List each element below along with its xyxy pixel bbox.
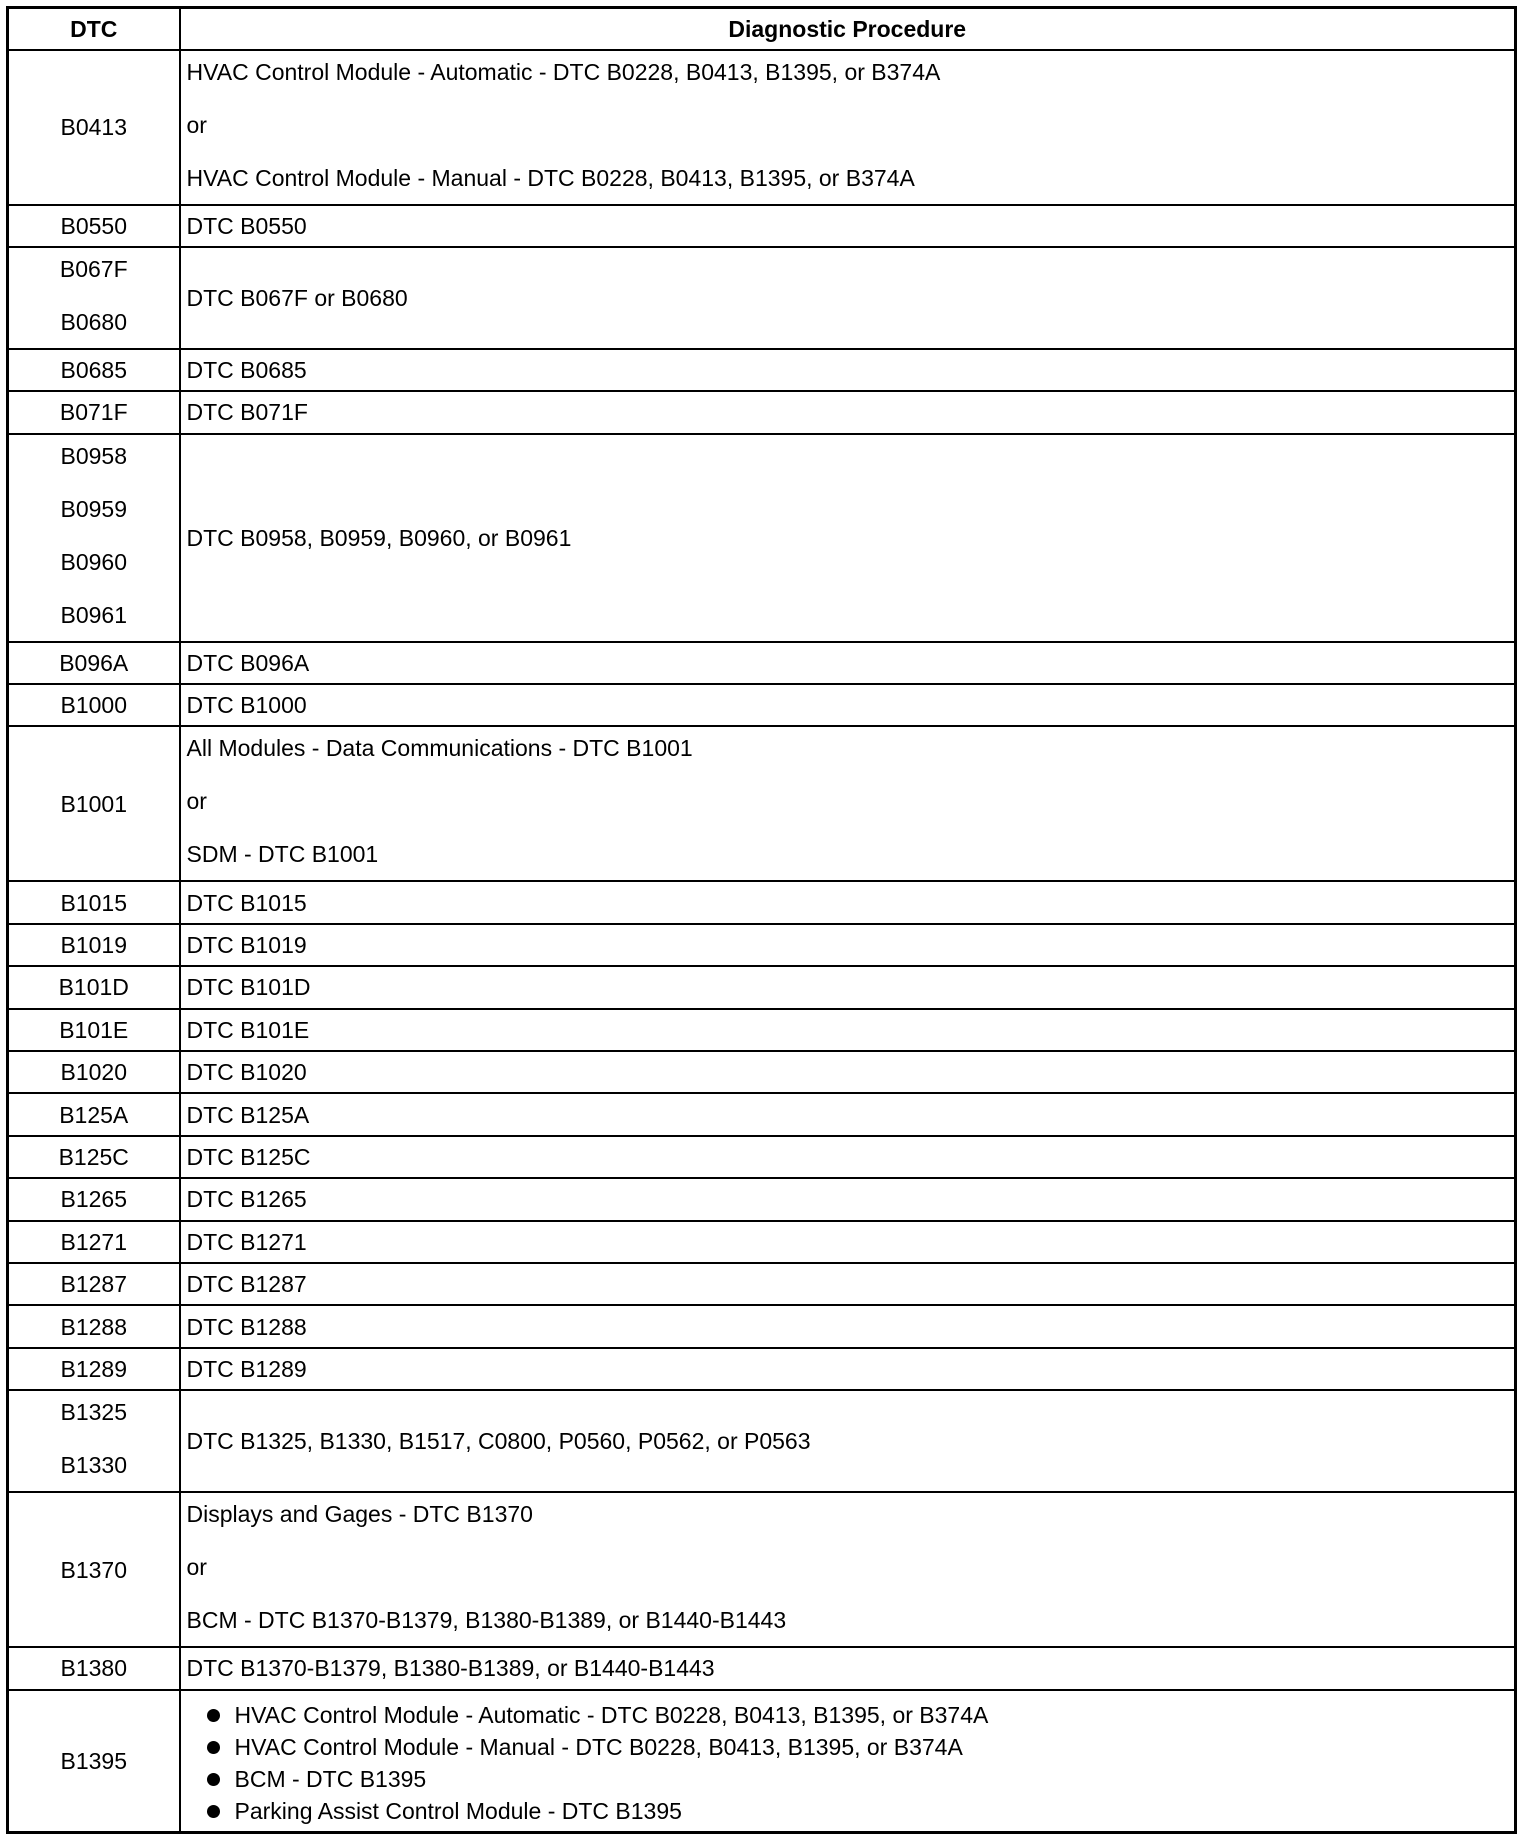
dtc-code: B1001 <box>60 790 127 817</box>
table-row <box>8 642 1516 684</box>
or-separator: or <box>186 111 207 138</box>
procedure-cell <box>180 1221 1516 1263</box>
dtc-code-cell <box>8 434 180 642</box>
procedure-link-text[interactable]: DTC B1289 <box>186 1355 307 1382</box>
table-row <box>8 1093 1516 1135</box>
dtc-code-cell <box>8 1390 180 1492</box>
procedure-link-text[interactable]: DTC B125C <box>186 1143 311 1170</box>
bullet-icon <box>207 1709 220 1722</box>
procedure-cell <box>180 1647 1516 1689</box>
procedure-cell <box>180 726 1516 881</box>
list-item <box>207 1699 1515 1731</box>
dtc-code-cell <box>8 1093 180 1135</box>
table-row <box>8 349 1516 391</box>
dtc-code: B1265 <box>60 1186 127 1213</box>
dtc-code: B0550 <box>60 212 127 239</box>
table-row <box>8 1221 1516 1263</box>
dtc-code: B1015 <box>60 889 127 916</box>
dtc-code: B1020 <box>60 1059 127 1086</box>
dtc-code-cell <box>8 1178 180 1220</box>
dtc-code: B0959 <box>60 495 127 522</box>
dtc-code: B0958 <box>60 442 127 469</box>
dtc-code-cell <box>8 1009 180 1051</box>
procedure-cell <box>180 1305 1516 1347</box>
procedure-cell <box>180 1093 1516 1135</box>
table-row <box>8 726 1516 881</box>
procedure-link-text[interactable]: DTC B0685 <box>186 357 307 384</box>
procedure-cell <box>180 1136 1516 1178</box>
table-row <box>8 50 1516 205</box>
procedure-cell <box>180 1348 1516 1390</box>
dtc-code: B1287 <box>60 1271 127 1298</box>
procedure-link-text[interactable]: DTC B067F or B0680 <box>186 284 408 311</box>
dtc-code-cell <box>8 684 180 726</box>
procedure-cell <box>180 1263 1516 1305</box>
procedure-cell <box>180 1178 1516 1220</box>
dtc-code: B101D <box>58 974 129 1001</box>
procedure-cell <box>180 50 1516 205</box>
or-separator: or <box>186 788 207 815</box>
list-item <box>207 1731 1515 1763</box>
procedure-cell <box>180 1492 1516 1647</box>
dtc-code-cell <box>8 1492 180 1647</box>
procedure-link-text[interactable]: DTC B071F <box>186 399 308 426</box>
table-row <box>8 966 1516 1008</box>
dtc-code: B125A <box>59 1101 129 1128</box>
dtc-code: B096A <box>59 649 129 676</box>
dtc-code-cell <box>8 1221 180 1263</box>
procedure-link-text[interactable]: BCM - DTC B1395 <box>234 1765 427 1792</box>
procedure-link-text[interactable]: DTC B101D <box>186 974 311 1001</box>
dtc-code-cell <box>8 642 180 684</box>
table-row <box>8 205 1516 247</box>
dtc-code-cell <box>8 1263 180 1305</box>
dtc-code: B1288 <box>60 1313 127 1340</box>
dtc-code-cell <box>8 205 180 247</box>
procedure-cell <box>180 205 1516 247</box>
dtc-code: B125C <box>58 1143 129 1170</box>
dtc-code-cell <box>8 1647 180 1689</box>
bullet-icon <box>207 1805 220 1818</box>
table-row <box>8 1690 1516 1833</box>
dtc-code: B1289 <box>60 1355 127 1382</box>
procedure-link-text[interactable]: DTC B1020 <box>186 1059 307 1086</box>
dtc-code: B1380 <box>60 1655 127 1682</box>
table-row <box>8 1178 1516 1220</box>
table-row <box>8 1492 1516 1647</box>
dtc-code: B1370 <box>60 1556 127 1583</box>
procedure-link-text[interactable]: HVAC Control Module - Manual - DTC B0228, B0413, B1395, or B374A <box>186 164 915 191</box>
procedure-link-text[interactable]: HVAC Control Module - Automatic - DTC B0228, B0413, B1395, or B374A <box>234 1701 989 1728</box>
procedure-link-text[interactable]: DTC B1265 <box>186 1186 307 1213</box>
procedure-cell <box>180 881 1516 923</box>
dtc-code-cell <box>8 1690 180 1833</box>
list-item <box>207 1795 1515 1827</box>
dtc-code: B1325 <box>60 1399 127 1426</box>
procedure-link-text[interactable]: BCM - DTC B1370-B1379, B1380-B1389, or B1440-B1443 <box>186 1607 787 1634</box>
dtc-code-cell <box>8 391 180 433</box>
dtc-code: B071F <box>59 399 128 426</box>
dtc-code-cell <box>8 1051 180 1093</box>
dtc-code-cell <box>8 1136 180 1178</box>
table-row <box>8 247 1516 349</box>
table-row <box>8 684 1516 726</box>
procedure-cell <box>180 1690 1516 1833</box>
table-row <box>8 1305 1516 1347</box>
procedure-cell <box>180 1009 1516 1051</box>
procedure-link-text[interactable]: DTC B1287 <box>186 1271 307 1298</box>
procedure-link-text[interactable]: DTC B1000 <box>186 692 307 719</box>
table-row <box>8 1647 1516 1689</box>
procedure-cell <box>180 1390 1516 1492</box>
procedure-link-text[interactable]: DTC B125A <box>186 1101 310 1128</box>
bullet-icon <box>207 1773 220 1786</box>
procedure-bullet-list <box>187 1691 1515 1831</box>
dtc-code: B1271 <box>60 1228 127 1255</box>
dtc-code: B0961 <box>60 601 127 628</box>
dtc-code-cell <box>8 881 180 923</box>
dtc-code-cell <box>8 1305 180 1347</box>
procedure-link-text[interactable]: Displays and Gages - DTC B1370 <box>186 1501 533 1528</box>
procedure-link-text[interactable]: DTC B1288 <box>186 1313 307 1340</box>
bullet-icon <box>207 1741 220 1754</box>
procedure-link-text[interactable]: DTC B0958, B0959, B0960, or B0961 <box>186 524 572 551</box>
procedure-link-text[interactable]: DTC B0550 <box>186 212 307 239</box>
procedure-link-text[interactable]: Parking Assist Control Module - DTC B1395 <box>234 1797 682 1824</box>
procedure-cell <box>180 966 1516 1008</box>
dtc-code: B0685 <box>60 357 127 384</box>
dtc-code-cell <box>8 924 180 966</box>
procedure-cell <box>180 434 1516 642</box>
dtc-code-cell <box>8 726 180 881</box>
table-row <box>8 924 1516 966</box>
table-row <box>8 391 1516 433</box>
dtc-code: B1000 <box>60 692 127 719</box>
procedure-cell <box>180 247 1516 349</box>
procedure-link-text[interactable]: DTC B1271 <box>186 1228 307 1255</box>
table-row <box>8 881 1516 923</box>
procedure-link-text[interactable]: DTC B1325, B1330, B1517, C0800, P0560, P0562, or P0563 <box>186 1428 811 1455</box>
table-row <box>8 434 1516 642</box>
procedure-cell <box>180 391 1516 433</box>
table-row <box>8 1390 1516 1492</box>
dtc-code-cell <box>8 50 180 205</box>
procedure-link-text[interactable]: DTC B101E <box>186 1016 310 1043</box>
table-row <box>8 1051 1516 1093</box>
dtc-column-header: DTC <box>8 8 180 50</box>
table-row <box>8 1009 1516 1051</box>
dtc-code: B067F <box>59 255 128 282</box>
dtc-code: B0680 <box>60 308 127 335</box>
dtc-code: B0413 <box>60 114 127 140</box>
procedure-link-text[interactable]: HVAC Control Module - Manual - DTC B0228, B0413, B1395, or B374A <box>234 1733 963 1760</box>
dtc-code: B1019 <box>60 932 127 959</box>
procedure-link-text[interactable]: HVAC Control Module - Automatic - DTC B0228, B0413, B1395, or B374A <box>186 58 941 85</box>
procedure-cell <box>180 684 1516 726</box>
list-item <box>207 1763 1515 1795</box>
dtc-code: B1395 <box>60 1747 127 1774</box>
procedure-link-text[interactable]: DTC B1370-B1379, B1380-B1389, or B1440-B1443 <box>186 1655 715 1682</box>
table-body <box>8 50 1516 1833</box>
procedure-link-text[interactable]: DTC B096A <box>186 649 310 676</box>
table-row <box>8 1136 1516 1178</box>
dtc-table <box>6 6 1517 1834</box>
header-row <box>8 8 1516 50</box>
dtc-code-cell <box>8 1348 180 1390</box>
dtc-code: B1330 <box>60 1452 127 1479</box>
or-separator: or <box>186 1554 207 1581</box>
procedure-cell <box>180 642 1516 684</box>
dtc-code-cell <box>8 247 180 349</box>
dtc-code: B0960 <box>60 548 127 575</box>
procedure-cell <box>180 1051 1516 1093</box>
dtc-code: B101E <box>59 1016 129 1043</box>
procedure-column-header: Diagnostic Procedure <box>180 8 1516 50</box>
table-row <box>8 1263 1516 1305</box>
procedure-cell <box>180 349 1516 391</box>
procedure-link-text[interactable]: All Modules - Data Communications - DTC B1001 <box>186 735 693 762</box>
procedure-link-text[interactable]: SDM - DTC B1001 <box>186 841 379 868</box>
procedure-link-text[interactable]: DTC B1015 <box>186 889 307 916</box>
dtc-code-cell <box>8 966 180 1008</box>
procedure-cell <box>180 924 1516 966</box>
procedure-link-text[interactable]: DTC B1019 <box>186 932 307 959</box>
dtc-code-cell <box>8 349 180 391</box>
table-row <box>8 1348 1516 1390</box>
